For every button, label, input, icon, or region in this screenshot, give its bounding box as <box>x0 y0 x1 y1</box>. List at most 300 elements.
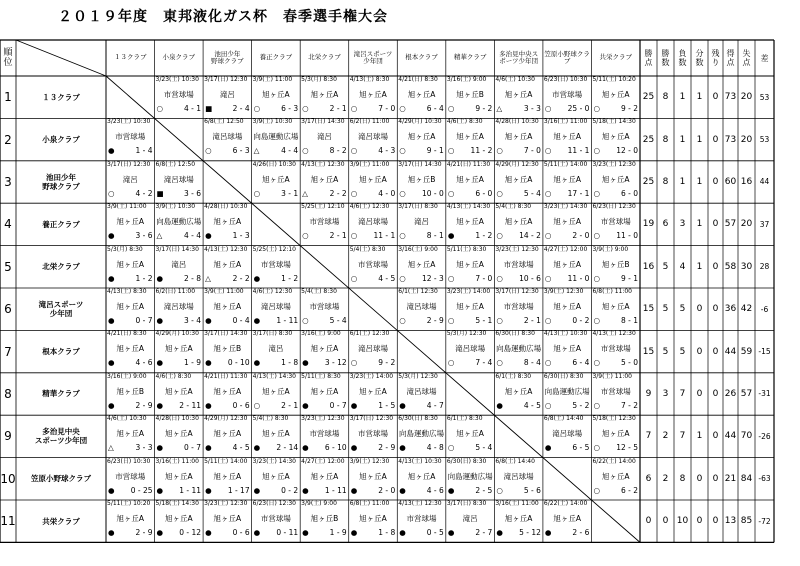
result-mark: ● <box>544 528 552 537</box>
match-date: 6/1(土) 12:30 <box>398 288 438 295</box>
result-mark: ○ <box>399 316 406 325</box>
match-date: 3/17(日) 14:30 <box>155 245 199 253</box>
result-mark: ● <box>205 358 212 368</box>
match-venue: 旭ヶ丘A <box>164 514 193 523</box>
match-venue: 滝呂球場 <box>357 217 388 227</box>
result-mark: ○ <box>593 188 600 198</box>
match-date: 5/11(土) 8:30 <box>301 372 341 380</box>
result-mark: ● <box>447 231 455 241</box>
stat-value-text: 58 <box>724 261 737 272</box>
result-score: 11 - 0 <box>616 231 638 241</box>
result-score: 6 - 3 <box>232 146 250 156</box>
result-mark: ○ <box>399 231 406 241</box>
result-score: 5 - 4 <box>523 188 541 198</box>
result-mark: ● <box>108 316 115 325</box>
column-header-label: １３クラブ <box>114 53 147 62</box>
match-venue: 滝呂 <box>122 174 138 184</box>
team-name-text: 滝呂スポーツ 少年団 <box>38 300 84 319</box>
result-mark: ○ <box>544 231 552 241</box>
result-mark: ● <box>253 443 261 453</box>
result-score: 2 - 9 <box>378 443 396 453</box>
match-date: 4/21(日) 11:30 <box>446 160 491 168</box>
result-score: 1 - 17 <box>227 485 250 495</box>
result-mark: ○ <box>593 104 600 113</box>
match-venue: 旭ヶ丘A <box>407 90 436 99</box>
match-venue: 向島運動広場 <box>447 471 493 481</box>
stat-value-text: 25 <box>642 134 655 145</box>
stat-value-text: 4 <box>679 261 686 272</box>
result-mark: ○ <box>302 316 309 325</box>
result-mark: ○ <box>544 316 552 325</box>
match-date: 3/9(土) 11:00 <box>252 76 293 83</box>
result-mark: ○ <box>350 188 358 198</box>
match-date: 4/21(日) 8:30 <box>107 330 147 338</box>
result-mark: ○ <box>447 273 455 283</box>
result-score: 0 - 11 <box>276 528 299 537</box>
result-score: 9 - 2 <box>620 104 638 113</box>
result-mark: ● <box>350 528 358 537</box>
stat-header-label: 勝 点 <box>644 49 653 67</box>
result-score: 2 - 9 <box>135 400 153 410</box>
stat-value-text: 44 <box>724 431 737 442</box>
result-mark: ○ <box>496 188 503 198</box>
result-mark: ○ <box>544 188 552 198</box>
stat-value-text: 0 <box>712 261 719 272</box>
result-mark: ○ <box>350 273 358 283</box>
result-score: 3 - 3 <box>135 443 153 453</box>
match-date: 5/11(土) 8:30 <box>446 245 487 253</box>
result-mark: ○ <box>399 273 406 283</box>
result-score: 12 - 0 <box>616 146 638 156</box>
match-date: 3/23(土) 14:00 <box>349 372 394 380</box>
result-mark: ○ <box>496 273 503 283</box>
match-venue: 旭ヶ丘A <box>116 344 145 354</box>
match-date: 6/8(土) 11:00 <box>349 500 390 507</box>
match-date: 6/1(土) 12:30 <box>349 330 390 338</box>
stat-value-text: 15 <box>642 304 655 315</box>
stat-value-text: 0 <box>712 473 719 484</box>
match-venue: 旭ヶ丘A <box>601 302 630 311</box>
stat-value-text: 1 <box>696 219 703 230</box>
result-mark: ● <box>156 358 164 368</box>
match-date: 4/13(土) 14:30 <box>446 203 491 211</box>
match-date: 3/17(日) 14:30 <box>398 160 442 168</box>
stat-value-text: 5 <box>679 346 686 357</box>
stat-value-text: 0 <box>712 388 719 399</box>
match-date: 5/4(土) 8:30 <box>349 245 386 253</box>
result-mark: ○ <box>544 400 552 410</box>
match-date: 6/22(土) 14:00 <box>592 457 636 465</box>
result-mark: ● <box>108 528 115 537</box>
match-venue: 旭ヶ丘A <box>116 514 145 523</box>
stat-header-label: 差 <box>760 53 769 63</box>
match-venue: 旭ヶ丘A <box>504 386 533 396</box>
stat-value-text: 16 <box>740 176 753 187</box>
result-score: 2 - 11 <box>179 400 202 410</box>
result-score: 5 - 4 <box>475 443 493 453</box>
result-mark: ● <box>253 358 261 368</box>
match-date: 3/17(日) 14:30 <box>301 118 345 126</box>
match-venue: 旭ヶ丘A <box>553 514 581 523</box>
stat-value-text: 53 <box>759 92 770 102</box>
result-score: 2 - 7 <box>475 528 493 537</box>
stat-value-text: 0 <box>712 431 719 442</box>
stat-value-text: 3 <box>662 388 669 399</box>
match-venue: 市営球場 <box>309 302 340 311</box>
column-header-label: 多治見中央ス ポーツ少年団 <box>499 49 539 65</box>
stat-value-text: 8 <box>662 134 669 145</box>
result-mark: ● <box>205 443 212 453</box>
column-header-label: 小泉クラブ <box>162 53 196 62</box>
match-venue: 旭ヶ丘A <box>359 514 387 523</box>
match-venue: 市営球場 <box>163 90 194 99</box>
match-venue: 旭ヶ丘A <box>553 344 581 354</box>
result-mark: ● <box>253 485 261 495</box>
result-score: 4 - 0 <box>378 188 396 198</box>
result-score: 9 - 2 <box>378 358 396 368</box>
match-venue: 市営球場 <box>552 90 583 99</box>
result-mark: ○ <box>496 146 503 156</box>
result-score: 0 - 12 <box>179 528 202 537</box>
stat-value-text: 15 <box>642 346 655 357</box>
match-venue: 旭ヶ丘A <box>359 90 387 99</box>
match-venue: 滝呂球場 <box>357 344 388 354</box>
match-date: 6/8(土) 11:00 <box>592 288 632 295</box>
result-mark: ■ <box>205 104 213 113</box>
match-venue: 旭ヶ丘A <box>601 471 630 481</box>
match-date: 4/21(日) 11:30 <box>204 372 248 380</box>
stat-value-text: 85 <box>740 516 753 527</box>
match-date: 6/1(土) 8:30 <box>495 372 532 380</box>
match-date: 4/6(土) 8:30 <box>155 372 192 380</box>
match-venue: 旭ヶ丘A <box>164 386 193 396</box>
match-date: 6/2(日) 11:00 <box>155 288 196 295</box>
result-mark: ● <box>399 400 406 410</box>
team-name-text: １３クラブ <box>42 92 80 102</box>
match-date: 3/23(土) 10:30 <box>107 118 151 126</box>
match-venue: 市営球場 <box>260 514 291 523</box>
match-date: 6/30(日) 8:30 <box>495 330 535 338</box>
match-venue: 旭ヶ丘A <box>164 429 193 439</box>
stat-value-text: 21 <box>724 473 737 484</box>
match-date: 5/4(土) 8:30 <box>301 288 337 295</box>
result-score: 11 - 0 <box>567 273 590 283</box>
result-score: 0 - 25 <box>130 485 153 495</box>
match-venue: 旭ヶ丘B <box>116 386 145 396</box>
result-score: 5 - 4 <box>329 316 347 325</box>
result-score: 2 - 2 <box>232 273 250 283</box>
result-score: 3 - 6 <box>184 188 202 198</box>
corner-label-text: 順 位 <box>3 48 13 68</box>
stat-value-text: 7 <box>679 431 686 442</box>
stat-header-label: 残 り <box>711 49 720 67</box>
result-score: 0 - 7 <box>184 443 202 453</box>
rank-number-text: 6 <box>4 302 12 317</box>
result-mark: ● <box>496 528 503 537</box>
stat-header-label: 失 点 <box>742 49 751 67</box>
stat-value-text: 20 <box>740 92 753 103</box>
result-score: 2 - 4 <box>232 104 250 113</box>
match-date: 6/8(土) 14:40 <box>495 457 535 465</box>
match-date: 4/13(土) 12:30 <box>204 245 248 253</box>
result-mark: △ <box>108 443 114 453</box>
result-score: 12 - 3 <box>422 273 444 283</box>
match-date: 3/9(土) 11:00 <box>592 372 632 380</box>
result-mark: ● <box>350 443 358 453</box>
stat-value-text: -63 <box>758 474 771 484</box>
match-venue: 市営球場 <box>600 386 631 396</box>
stat-value-text: 0 <box>696 516 703 527</box>
result-score: 7 - 0 <box>523 146 541 156</box>
team-name-text: 池田少年 野球クラブ <box>42 172 80 191</box>
match-venue: 旭ヶ丘A <box>310 90 339 99</box>
result-mark: ○ <box>593 443 600 453</box>
stat-value-text: 1 <box>696 431 703 442</box>
match-date: 3/23(土) 12:30 <box>592 160 636 168</box>
match-venue: 旭ヶ丘A <box>262 90 290 99</box>
stat-value-text: -15 <box>758 347 771 357</box>
stat-value-text: 1 <box>679 176 686 187</box>
result-score: 0 - 10 <box>227 358 250 368</box>
match-venue: 旭ヶ丘B <box>601 259 630 269</box>
match-venue: 市営球場 <box>115 132 146 142</box>
result-score: 4 - 5 <box>232 443 250 453</box>
result-mark: ○ <box>350 358 358 368</box>
result-mark: ● <box>302 528 309 537</box>
result-mark: △ <box>302 188 308 198</box>
result-score: 7 - 4 <box>475 358 493 368</box>
rank-number-text: 5 <box>4 259 12 274</box>
result-mark: ○ <box>544 146 552 156</box>
result-score: 3 - 12 <box>324 358 347 368</box>
result-score: 3 - 6 <box>135 231 153 241</box>
result-mark: ○ <box>399 104 406 113</box>
result-score: 1 - 9 <box>329 528 347 537</box>
result-mark: ○ <box>447 358 455 368</box>
result-score: 0 - 2 <box>572 316 590 325</box>
match-date: 6/22(土) 14:00 <box>543 500 588 507</box>
stat-value-text: 0 <box>696 388 703 399</box>
column-header-label: 池田少年 野球クラブ <box>211 49 244 65</box>
result-mark: ○ <box>253 188 261 198</box>
result-mark: ● <box>253 528 261 537</box>
match-date: 4/27(土) 12:00 <box>543 245 588 253</box>
match-venue: 滝呂 <box>316 132 332 142</box>
match-date: 5/11(土) 14:00 <box>204 457 248 465</box>
stat-value-text: 7 <box>645 431 652 442</box>
result-mark: ○ <box>544 104 552 113</box>
match-venue: 旭ヶ丘B <box>213 344 242 354</box>
match-venue: 旭ヶ丘A <box>262 174 290 184</box>
result-mark: ● <box>205 528 212 537</box>
result-score: 0 - 5 <box>426 528 444 537</box>
rank-number-text: 8 <box>4 386 12 401</box>
result-mark: ● <box>544 443 552 453</box>
result-score: 17 - 1 <box>567 188 590 198</box>
stat-value-text: 0 <box>696 304 703 315</box>
result-mark: △ <box>156 231 163 241</box>
match-venue: 旭ヶ丘A <box>213 259 242 269</box>
match-venue: 旭ヶ丘A <box>262 471 290 481</box>
match-venue: 滝呂球場 <box>260 302 291 311</box>
match-date: 5/3(月) 12:30 <box>446 330 487 338</box>
match-venue: 滝呂球場 <box>163 174 194 184</box>
match-venue: 旭ヶ丘A <box>116 302 145 311</box>
result-score: 1 - 2 <box>135 273 153 283</box>
match-venue: 市営球場 <box>357 259 388 269</box>
match-date: 3/23(土) 12:30 <box>204 500 248 507</box>
match-venue: 滝呂球場 <box>406 302 437 311</box>
result-score: 9 - 2 <box>475 104 493 113</box>
match-date: 4/13(土) 12:30 <box>592 330 636 338</box>
result-score: 4 - 7 <box>426 400 444 410</box>
column-header-label: 精華クラブ <box>453 53 487 62</box>
stat-value-text: 0 <box>712 516 719 527</box>
match-venue: 旭ヶ丘A <box>310 344 339 354</box>
result-score: 1 - 11 <box>324 485 347 495</box>
column-header-label: 滝呂スポーツ 少年団 <box>353 49 393 65</box>
stat-value-text: 30 <box>740 261 753 272</box>
stat-value-text: 20 <box>740 134 753 145</box>
result-score: 4 - 6 <box>426 485 444 495</box>
result-score: 0 - 7 <box>329 400 347 410</box>
stat-header-label: 分 数 <box>695 49 704 67</box>
match-venue: 滝呂球場 <box>552 429 583 439</box>
match-date: 3/17(日) 12:30 <box>349 415 394 423</box>
match-venue: 滝呂 <box>219 90 235 99</box>
match-venue: 市営球場 <box>600 344 631 354</box>
match-venue: 向島運動広場 <box>253 132 299 142</box>
result-mark: ● <box>205 316 212 325</box>
match-venue: 旭ヶ丘A <box>213 217 242 227</box>
stat-value-text: 26 <box>724 388 737 399</box>
result-score: 0 - 4 <box>232 316 250 325</box>
match-venue: 市営球場 <box>309 429 340 439</box>
match-date: 3/9(土) 9:00 <box>301 500 337 507</box>
result-score: 10 - 0 <box>422 188 444 198</box>
match-date: 6/8(土) 12:50 <box>204 118 244 126</box>
match-date: 4/28(日) 10:30 <box>204 203 248 211</box>
result-mark: ● <box>302 358 309 368</box>
result-score: 4 - 5 <box>378 273 396 283</box>
result-score: 4 - 5 <box>523 400 541 410</box>
result-score: 1 - 8 <box>281 358 299 368</box>
result-mark: ● <box>156 443 164 453</box>
result-score: 6 - 2 <box>620 485 638 495</box>
result-score: 6 - 4 <box>426 104 444 113</box>
result-mark: ○ <box>593 316 600 325</box>
match-date: 5/18(土) 14:30 <box>155 500 199 507</box>
match-date: 5/25(土) 12:10 <box>301 203 345 211</box>
match-venue: 旭ヶ丘A <box>164 471 193 481</box>
result-score: 4 - 4 <box>184 231 202 241</box>
header-diagonal-line <box>16 40 106 76</box>
result-mark: ● <box>156 273 164 283</box>
match-date: 3/16(土) 11:00 <box>543 118 588 126</box>
match-date: 3/9(土) 11:00 <box>349 160 390 168</box>
match-date: 3/16(土) 11:00 <box>155 457 199 465</box>
match-date: 4/6(土) 12:30 <box>252 288 293 295</box>
result-mark: ○ <box>350 146 358 156</box>
match-venue: 旭ヶ丘A <box>116 429 145 439</box>
stat-value-text: 1 <box>696 134 703 145</box>
rank-number-text: 1 <box>4 90 12 105</box>
match-date: 4/29(月) 10:30 <box>155 330 199 338</box>
stat-value-text: 8 <box>679 473 686 484</box>
match-venue: 旭ヶ丘A <box>213 514 242 523</box>
match-date: 3/9(土) 11:00 <box>107 203 147 211</box>
rank-number-text: 9 <box>4 429 12 444</box>
match-date: 3/17(日) 12:30 <box>204 76 248 83</box>
stat-value-text: 0 <box>712 219 719 230</box>
stat-value-text: -31 <box>758 389 771 399</box>
match-venue: 向島運動広場 <box>496 344 542 354</box>
match-date: 5/11(土) 10:20 <box>107 500 151 507</box>
result-score: 2 - 2 <box>329 188 347 198</box>
result-mark: ● <box>496 400 503 410</box>
match-venue: 旭ヶ丘A <box>601 132 630 142</box>
stat-value-text: 84 <box>740 473 753 484</box>
match-venue: 旭ヶ丘A <box>213 429 242 439</box>
result-score: 2 - 0 <box>572 231 590 241</box>
self-match-diagonal-line <box>106 76 640 542</box>
stat-value-text: 3 <box>679 219 686 230</box>
match-date: 4/13(土) 14:30 <box>252 372 296 380</box>
result-score: 8 - 2 <box>329 146 347 156</box>
match-venue: 旭ヶ丘A <box>504 514 533 523</box>
match-venue: 市営球場 <box>503 302 534 311</box>
result-score: 1 - 8 <box>378 528 396 537</box>
match-venue: 向島運動広場 <box>544 386 590 396</box>
stat-value-text: 10 <box>676 516 689 527</box>
match-venue: 旭ヶ丘A <box>553 217 581 227</box>
result-score: 4 - 2 <box>135 188 153 198</box>
result-score: 4 - 1 <box>184 104 202 113</box>
result-mark: ● <box>399 443 406 453</box>
team-name-text: 北栄クラブ <box>42 262 80 272</box>
stat-value-text: 44 <box>759 177 770 187</box>
match-venue: 旭ヶ丘A <box>504 90 533 99</box>
match-date: 3/16(土) 9:00 <box>107 372 147 380</box>
match-venue: 旭ヶ丘A <box>310 386 339 396</box>
match-venue: 滝呂球場 <box>406 386 437 396</box>
stat-value-text: 57 <box>724 219 737 230</box>
result-mark: ○ <box>447 443 455 453</box>
stat-value-text: 0 <box>712 134 719 145</box>
match-venue: 滝呂 <box>268 344 284 354</box>
stat-value-text: 0 <box>712 176 719 187</box>
stat-value-text: 1 <box>696 261 703 272</box>
result-mark: ○ <box>593 400 600 410</box>
result-score: 2 - 5 <box>475 485 493 495</box>
stat-value-text: 0 <box>712 304 719 315</box>
result-score: 11 - 2 <box>470 146 493 156</box>
stat-value-text: 37 <box>759 219 770 229</box>
result-score: 6 - 0 <box>475 188 493 198</box>
match-venue: 市営球場 <box>503 259 534 269</box>
result-score: 1 - 2 <box>281 273 299 283</box>
stat-value-text: 1 <box>696 92 703 103</box>
match-date: 5/11(土) 10:20 <box>592 76 636 83</box>
stat-value-text: 5 <box>679 304 686 315</box>
result-mark: ● <box>108 485 115 495</box>
stat-value-text: 53 <box>759 135 770 145</box>
match-date: 3/23(土) 14:00 <box>446 288 491 295</box>
result-mark: ● <box>399 485 406 495</box>
result-mark: ○ <box>593 273 600 283</box>
match-venue: 旭ヶ丘A <box>456 429 484 439</box>
match-venue: 滝呂 <box>171 259 187 269</box>
